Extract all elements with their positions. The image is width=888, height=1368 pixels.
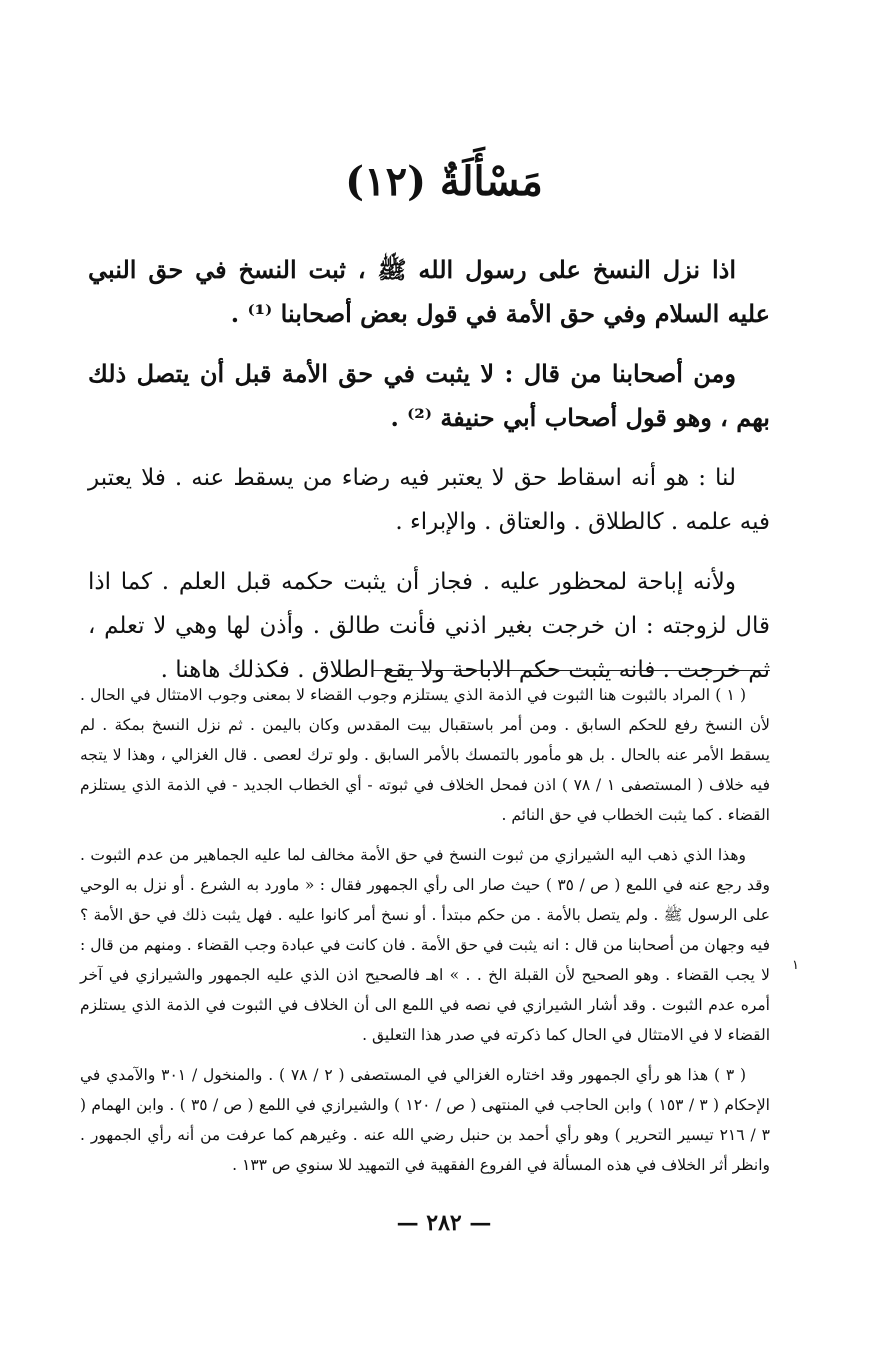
margin-mark: ١ (792, 958, 799, 973)
main-text (88, 248, 770, 708)
paragraph-2: ومن أصحابنا من قال : لا يثبت في حق الأمة قبل أن يتصل ذلك بهم ، وهو قول أصحاب أبي حنيفة ⁽²⁾ . (88, 359, 770, 432)
footnote-1: ( ١ ) المراد بالثبوت هنا الثبوت في الذمة الذي يستلزم وجوب القضاء لا بمعنى وجوب الامتثال في الحال . لأن النسخ رفع للحكم السابق . ومن أمر باستقبال بيت المقدس وكان باليمن . ثم نزل النسخ بمكة . لم يسقط الأمر عنه بالحال . بل هو مأمور بالتمسك بالأمر السابق . ولو ترك لعصى . قال الغزالي ، وهذا لا يتجه فيه خلاف ( المستصفى ١ / ٧٨ ) اذن فمحل الخلاف في ثبوته - أي الخطاب الجديد - في الذمة الذي يستلزم القضاء . كما يثبت الخطاب في حق النائم . (80, 686, 771, 824)
footnote-3: ( ٣ ) هذا هو رأي الجمهور وقد اختاره الغزالي في المستصفى ( ٢ / ٧٨ ) . والمنخول / ٣٠١ والآمدي في الإحكام ( ٣ / ١٥٣ ) وابن الحاجب في المنتهى ( ص / ١٢٠ ) والشيرازي في اللمع ( ص / ٣٥ ) . وابن الهمام ( ٣ / ٢١٦ تيسير التحرير ) وهو رأي أحمد بن حنبل رضي الله عنه . وغيرهم كما عرفت من أنه رأي الجمهور . وانظر أثر الخلاف في هذه المسألة في الفروع الفقهية في التمهيد للا سنوي ص ١٣٣ . (80, 1066, 770, 1174)
issue-heading: مَسْأَلَةٌ (١٢) (345, 158, 543, 205)
paragraph-3: لنا : هو أنه اسقاط حق لا يعتبر فيه رضاء من يسقط عنه . فلا يعتبر فيه علمه . كالطلاق . والعتاق . والإبراء . (88, 465, 770, 535)
paragraph-1: اذا نزل النسخ على رسول الله ﷺ ، ثبت النسخ في حق النبي عليه السلام وفي حق الأمة في قول بعض أصحابنا ⁽¹⁾ . (88, 255, 770, 328)
footnotes (80, 680, 770, 1190)
footnote-1-continued: وهذا الذي ذهب اليه الشيرازي من ثبوت النسخ في حق الأمة مخالف لما عليه الجماهير من عدم الثبوت . وقد رجع عنه في اللمع ( ص / ٣٥ ) حيث صار الى رأي الجمهور فقال : « ماورد به الشرع . أو نزل به الوحي على الرسول ﷺ . ولم يتصل بالأمة . من حكم مبتدأ . أو نسخ أمر كانوا عليه . فهل يثبت ذلك في حق الأمة ؟ فيه وجهان من أصحابنا من قال : انه يثبت في حق الأمة . فان كانت في عبادة وجب القضاء . ومنهم من قال : لا يجب القضاء . وهو الصحيح لأن القبلة الخ . . » اهـ فالصحيح اذن الذي عليه الجمهور والشيرازي في آخر أمره عدم الثبوت . وقد أشار الشيرازي في نصه في اللمع الى أن الخلاف في الثبوت في الذمة الذي يستلزم القضاء لا في الامتثال في الحال كما ذكرته في صدر هذا التعليق . (80, 846, 770, 1044)
page-number: — ٢٨٢ — (396, 1210, 492, 1236)
footnote-divider (372, 670, 770, 671)
paragraph-4: ولأنه إباحة لمحظور عليه . فجاز أن يثبت حكمه قبل العلم . كما اذا قال لزوجته : ان خرجت بغير اذني فأنت طالق . وأذن لها وهي لا تعلم ، ثم خرجت . فانه يثبت حكم الاباحة ولا يقع الطلاق . فكذلك هاهنا . (88, 569, 770, 683)
